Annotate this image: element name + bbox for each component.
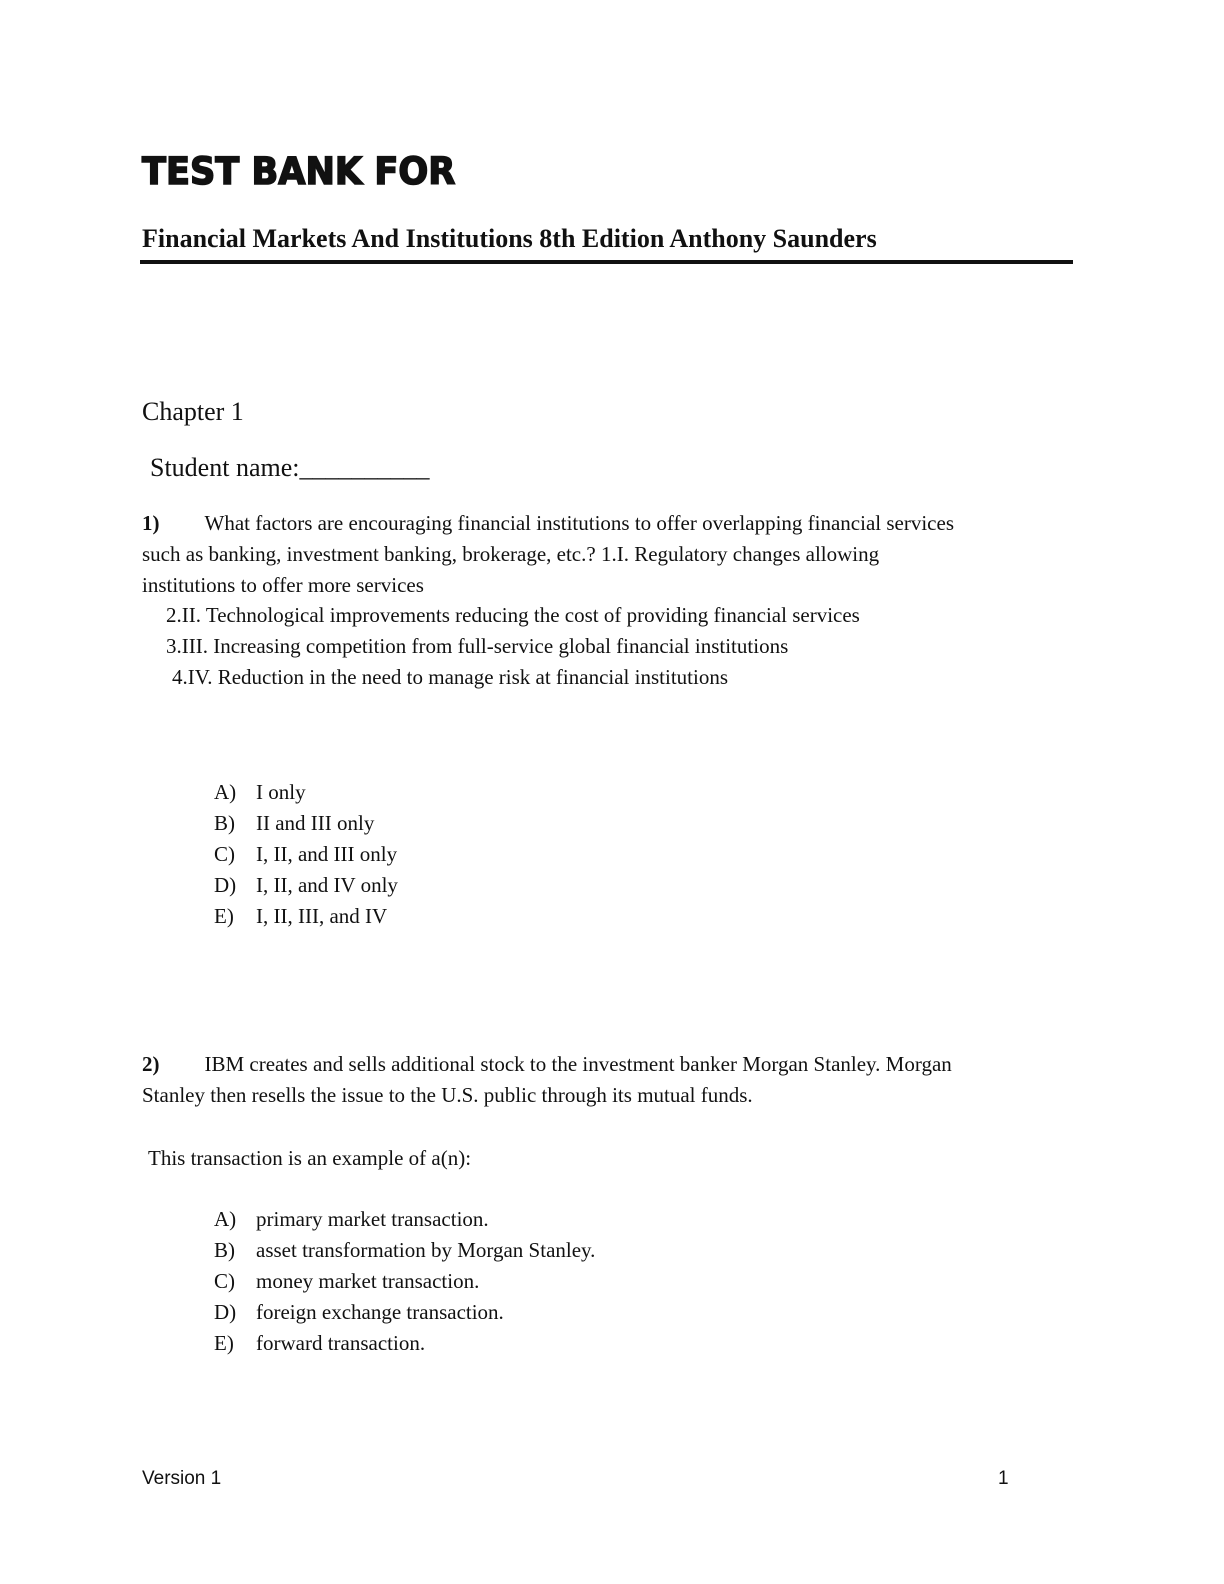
answer-option: D) foreign exchange transaction. [214,1300,504,1324]
student-name-field: Student name:__________ [150,453,430,482]
test-bank-title: TEST BANK FOR [142,150,456,193]
answer-option: B) II and III only [214,811,375,835]
question-number: 2) [142,1052,160,1076]
statement-item: 4.IV. Reduction in the need to manage risk at financial institutions [172,665,728,689]
answer-option: C) I, II, and III only [214,842,398,866]
question-1-line-2: such as banking, investment banking, brokerage, etc.? 1.I. Regulatory changes allowing [142,542,880,566]
answer-option: A) I only [214,780,306,804]
question-2-line-2: Stanley then resells the issue to the U.S. public through its mutual funds. [142,1083,753,1107]
question-2-line-1 [142,1049,952,1080]
answer-option: D) I, II, and IV only [214,873,398,897]
answer-option: E) I, II, III, and IV [214,904,388,928]
question-2-prompt: This transaction is an example of a(n): [148,1146,472,1170]
question-text: IBM creates and sells additional stock to the investment banker Morgan Stanley. Morgan [204,1052,952,1076]
title-divider [140,260,1073,264]
question-1-line-3: institutions to offer more services [142,573,424,597]
book-title: Financial Markets And Institutions 8th Edition Anthony Saunders [142,224,877,253]
statement-item: 3.III. Increasing competition from full-service global financial institutions [166,634,789,658]
question-1-line-1 [142,508,954,539]
answer-option: B) asset transformation by Morgan Stanley. [214,1238,596,1262]
answer-option: E) forward transaction. [214,1331,426,1355]
question-number: 1) [142,511,160,535]
answer-option: C) money market transaction. [214,1269,480,1293]
answer-option: A) primary market transaction. [214,1207,489,1231]
footer-version: Version 1 [142,1468,222,1489]
chapter-heading: Chapter 1 [142,397,244,426]
page-number: 1 [998,1468,1009,1489]
question-text: What factors are encouraging financial institutions to offer overlapping financial services [204,511,954,535]
statement-item: 2.II. Technological improvements reducing the cost of providing financial services [166,603,860,627]
